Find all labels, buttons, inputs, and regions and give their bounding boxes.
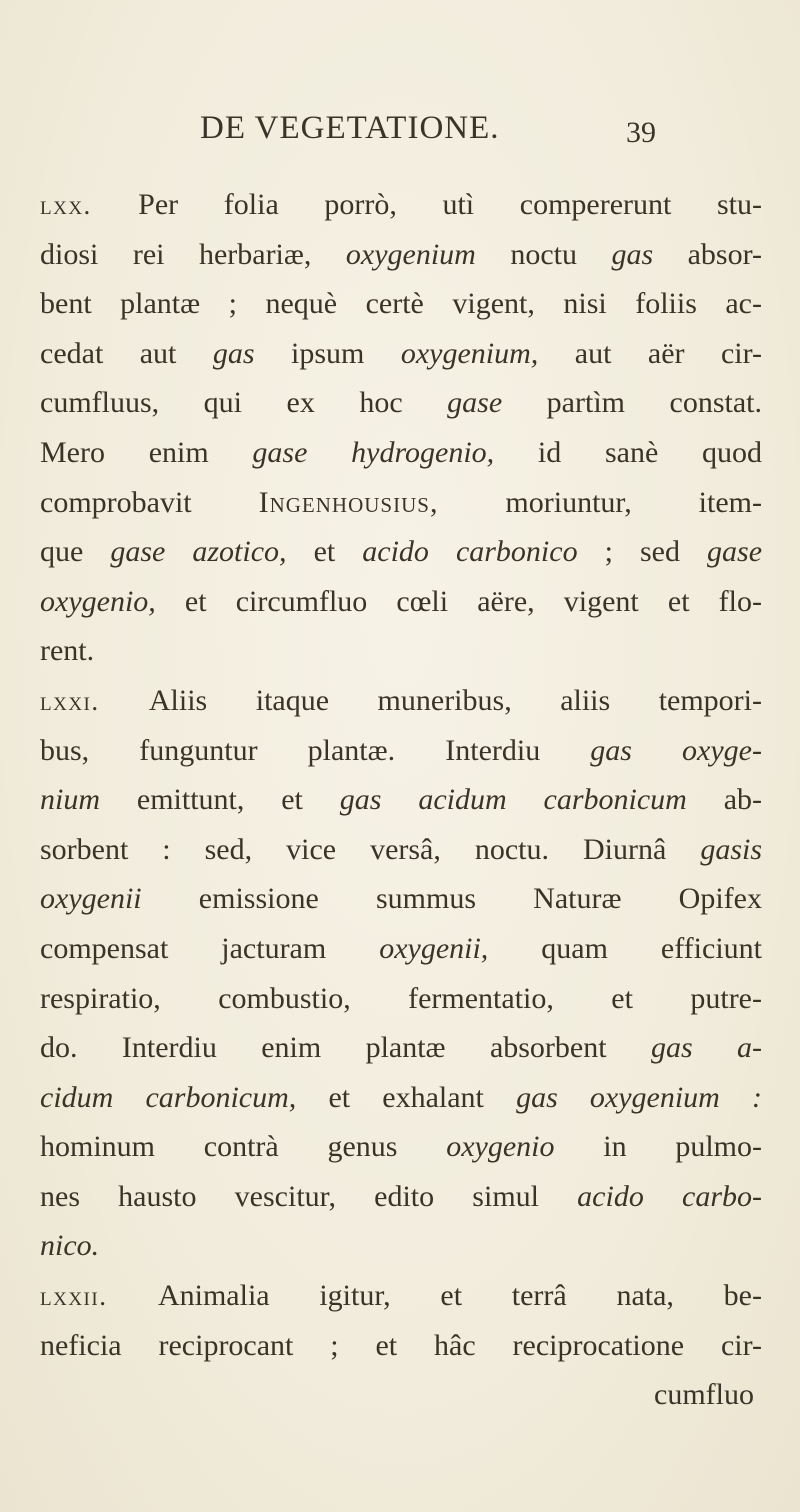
body-text — [40, 180, 762, 1420]
text-run: bent plantæ ; nequè certè vigent, nisi foliis ac- — [40, 287, 762, 321]
text-run: et — [286, 535, 363, 569]
text-line — [40, 1221, 762, 1271]
text-run: respiratio, combustio, fermentatio, et putre- — [40, 981, 762, 1015]
text-run: nes hausto vescitur, edito simul — [40, 1179, 578, 1213]
text-line — [40, 676, 762, 726]
text-run: ; sed — [577, 535, 708, 569]
text-run: noctu — [475, 237, 612, 271]
text-run: emittunt, et — [100, 783, 340, 817]
text-run: Animalia igitur, et terrâ nata, be- — [157, 1279, 762, 1313]
text-run: et circumfluo cœli aëre, vigent et flo- — [155, 584, 762, 618]
text-run: emissione summus Naturæ Opifex — [141, 882, 762, 916]
text-line — [40, 1172, 762, 1222]
text-run: gas — [611, 237, 654, 271]
section-number: lxx. — [40, 190, 139, 220]
text-run: que — [40, 535, 111, 569]
text-run: oxygenium, — [400, 336, 539, 370]
text-line — [40, 230, 762, 280]
text-run: comprobavit — [40, 485, 259, 519]
text-run: Mero enim — [40, 435, 253, 469]
text-line — [40, 825, 762, 875]
text-run: acido carbo- — [577, 1179, 762, 1213]
text-run: moriuntur, item- — [438, 485, 762, 519]
text-run: nico. — [40, 1229, 100, 1263]
text-run: sorbent : sed, vice versâ, noctu. Diurnâ — [40, 832, 701, 866]
text-line — [40, 279, 762, 329]
text-line — [40, 577, 762, 627]
text-line — [40, 726, 762, 776]
text-run: nium — [40, 783, 100, 817]
page-number: 39 — [626, 116, 656, 149]
text-run: bus, funguntur plantæ. Interdiu — [40, 733, 591, 767]
text-run: acido carbonico — [362, 535, 578, 569]
text-line — [40, 478, 762, 528]
text-run: hominum contrà genus — [40, 1130, 447, 1164]
text-run: cidum carbonicum, — [40, 1080, 297, 1114]
text-run: oxygenio — [446, 1130, 555, 1164]
text-line — [40, 1073, 762, 1123]
text-run: et exhalant — [296, 1080, 517, 1114]
text-run: partìm constat. — [502, 386, 762, 420]
text-line — [40, 180, 762, 230]
text-run: in pulmo- — [554, 1130, 763, 1164]
text-run: gase azotico, — [110, 535, 287, 569]
text-line — [40, 974, 762, 1024]
text-run: Aliis itaque muneribus, aliis tempori- — [148, 683, 762, 717]
text-run: id sanè quod — [494, 435, 762, 469]
text-run: Per folia porrò, utì compererunt stu- — [138, 188, 762, 221]
text-line — [40, 1023, 762, 1073]
text-run: gase hydrogenio, — [252, 435, 495, 469]
text-run: oxygenii — [40, 882, 142, 916]
section-number: lxxi. — [40, 685, 149, 716]
text-run: oxygenii, — [379, 931, 489, 965]
author-name: Ingenhousius, — [258, 485, 439, 519]
text-line — [40, 1271, 762, 1321]
text-run: ipsum — [254, 336, 401, 370]
text-run: gas — [212, 336, 255, 370]
text-line — [40, 527, 762, 577]
text-line — [40, 428, 762, 478]
running-title: DE VEGETATIONE. — [200, 110, 500, 146]
text-line — [40, 626, 762, 676]
text-run: cedat aut — [40, 336, 213, 370]
text-run: cumfluo — [654, 1378, 754, 1412]
text-run: cumfluus, qui ex hoc — [40, 386, 448, 420]
text-line — [40, 329, 762, 379]
text-run: gas oxyge- — [590, 733, 762, 767]
text-run: oxygenium — [345, 237, 476, 271]
section-number: lxxii. — [40, 1281, 158, 1312]
text-run: do. Interdiu enim plantæ absorbent — [40, 1031, 651, 1065]
text-run: gase — [707, 535, 763, 569]
text-run: oxygenio, — [40, 584, 156, 618]
text-line — [40, 874, 762, 924]
text-line — [40, 378, 762, 428]
text-run: aut aër cir- — [538, 336, 762, 370]
page-header — [200, 110, 660, 158]
text-run: gas oxygenium : — [516, 1080, 762, 1114]
text-run: diosi rei herbariæ, — [40, 237, 346, 271]
text-run: gasis — [700, 832, 762, 866]
catchword — [40, 1370, 762, 1420]
text-run: gase — [447, 386, 503, 420]
text-run: rent. — [40, 634, 95, 668]
text-run: gas acidum carbonicum — [339, 783, 687, 817]
text-line — [40, 924, 762, 974]
text-run: neficia reciprocant ; et hâc reciprocatione cir- — [40, 1328, 762, 1362]
text-line — [40, 1321, 762, 1371]
text-run: ab- — [686, 783, 762, 817]
text-run: gas a- — [650, 1031, 762, 1065]
text-run: quam efficiunt — [488, 931, 762, 965]
text-line — [40, 775, 762, 825]
text-run: absor- — [653, 237, 762, 271]
text-run: compensat jacturam — [40, 931, 380, 965]
text-line — [40, 1122, 762, 1172]
